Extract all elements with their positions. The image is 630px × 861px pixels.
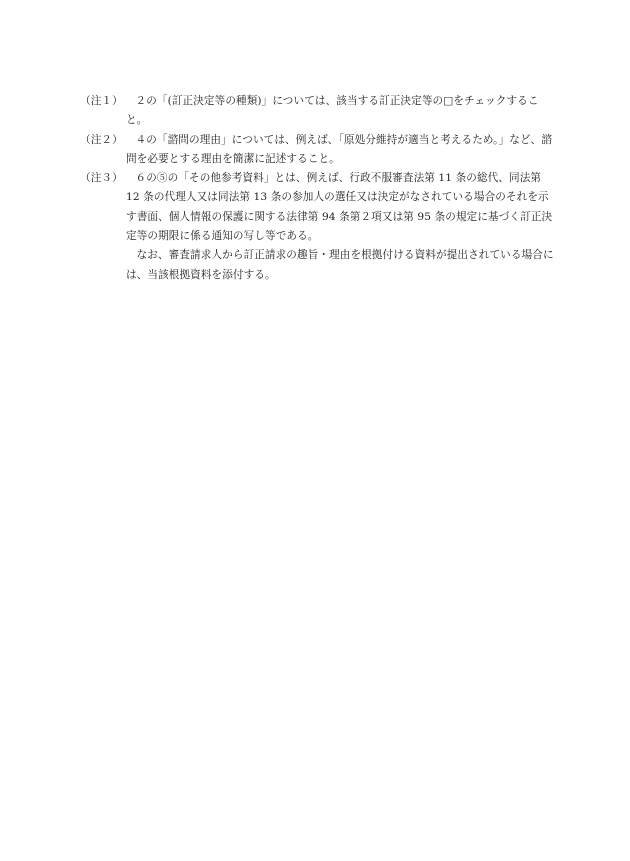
note-3-label: （注３） — [80, 172, 123, 185]
note-2 — [80, 131, 556, 170]
note-2-label: （注２） — [80, 133, 123, 146]
notes-section — [80, 92, 556, 285]
note-3-additional-text: なお、審査請求人から訂正請求の趣旨・理由を根拠付ける資料が提出されている場合には、当該根拠資料を添付する。 — [126, 249, 554, 281]
note-2-text: ４の「諮問の理由」については、例えば、「原処分維持が適当と考えるため。」など、諮問を必要とする理由を簡潔に記述すること。 — [126, 133, 553, 165]
note-3 — [80, 169, 556, 285]
note-1-text: ２の「(訂正決定等の種類)」については、該当する訂正決定等の□をチェックすること。 — [126, 95, 539, 127]
note-3-text: ６の⑤の「その他参考資料」とは、例えば、行政不服審査法第 11 条の総代、同法第 12 条の代理人又は同法第 13 条の参加人の選任又は決定がなされている場合のそれを示す書面、個人情報の保護に関する法律第 94 条第２項又は第 95 条の規定に基づく訂正決定等の期限に係る通知の写し等である。 — [126, 172, 553, 243]
note-1-label: （注１） — [80, 95, 123, 107]
note-1 — [80, 92, 556, 131]
